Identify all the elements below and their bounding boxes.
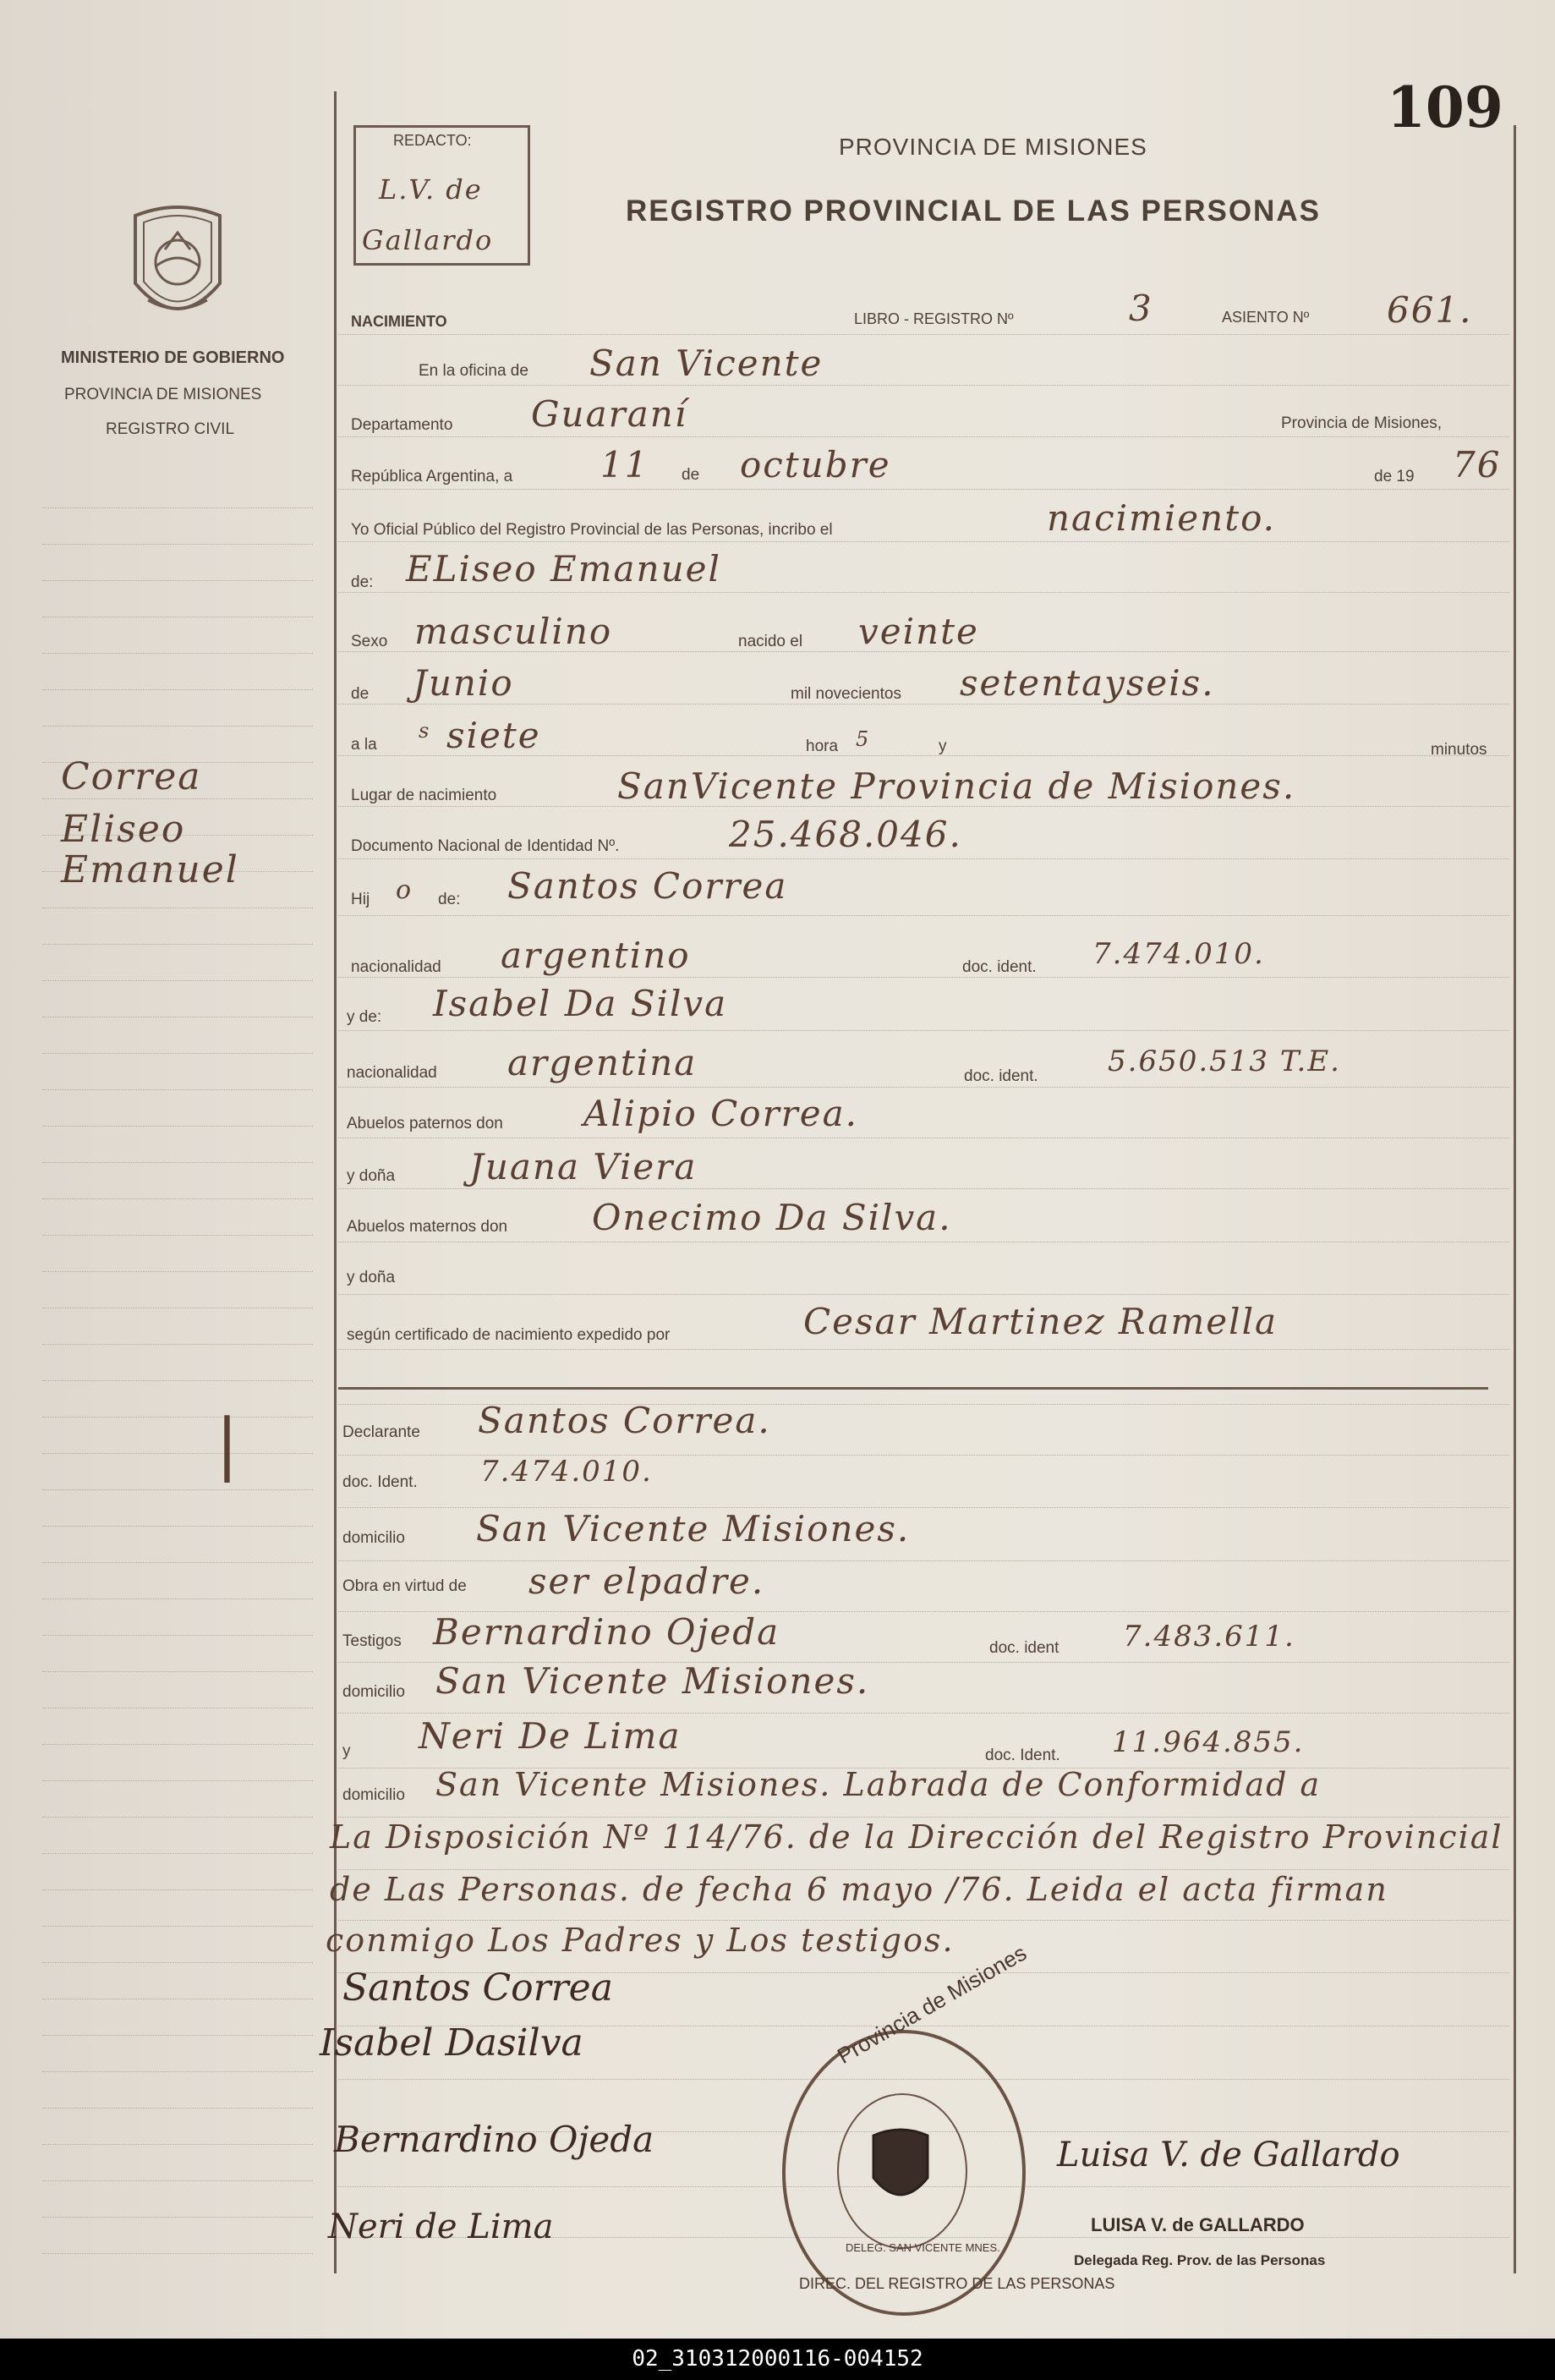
margin-ruled-line xyxy=(42,980,313,981)
margin-ruled-line xyxy=(42,1780,313,1781)
asiento-label: ASIENTO Nº xyxy=(1222,309,1310,326)
abuelos-maternos-value: Onecimo Da Silva. xyxy=(592,1197,952,1238)
margin-ruled-line xyxy=(42,1344,313,1345)
form-right-border xyxy=(1514,125,1516,2273)
day-value: 11 xyxy=(600,444,649,485)
margin-ruled-line xyxy=(42,1853,313,1854)
margin-ruled-line xyxy=(42,944,313,945)
domicilio-2-value: San Vicente Misiones. xyxy=(435,1660,870,1702)
margin-ruled-line xyxy=(42,1744,313,1745)
oficina-value: San Vicente xyxy=(589,343,824,384)
sexo-label: Sexo xyxy=(351,633,388,650)
margin-ruled-line xyxy=(42,1089,313,1090)
abuelos-paternos-value: Alipio Correa. xyxy=(583,1093,858,1134)
form-ruled-line xyxy=(338,1920,1509,1921)
form-ruled-line xyxy=(338,1087,1509,1088)
domicilio-3-label: domicilio xyxy=(342,1786,405,1804)
hora-min: 5 xyxy=(856,727,871,751)
y-2-label: y xyxy=(342,1742,351,1760)
margin-ruled-line xyxy=(42,2217,313,2218)
name-value: ELiseo Emanuel xyxy=(406,548,721,590)
father-value: Santos Correa xyxy=(507,865,788,907)
a-la-s: s xyxy=(419,719,431,743)
inscribe-value: nacimiento. xyxy=(1047,497,1276,539)
abuela-paterna-value: Juana Viera xyxy=(469,1146,698,1187)
margin-ruled-line xyxy=(42,1271,313,1272)
margin-ruled-line xyxy=(42,689,313,690)
abuelos-maternos-label: Abuelos maternos don xyxy=(347,1218,508,1236)
form-ruled-line xyxy=(338,1294,1509,1295)
domicilio-3-value: San Vicente Misiones. Labrada de Conformidad a xyxy=(435,1766,1322,1803)
doc-ident-label: doc. Ident. xyxy=(342,1473,418,1491)
margin-ruled-line xyxy=(42,798,313,799)
header-registry: REGISTRO PROVINCIAL DE LAS PERSONAS xyxy=(626,195,1321,228)
certificado-label: según certificado de nacimiento expedido por xyxy=(347,1326,671,1344)
note-line-3: conmigo Los Padres y Los testigos. xyxy=(326,1922,955,1959)
lugar-label: Lugar de nacimiento xyxy=(351,787,497,804)
margin-ruled-line xyxy=(42,1198,313,1199)
oficial-label: Yo Oficial Público del Registro Provincial de las Personas, incribo el xyxy=(351,521,833,539)
provincia-label: Provincia de Misiones, xyxy=(1281,414,1443,432)
margin-ruled-line xyxy=(42,726,313,727)
margin-ruled-line xyxy=(42,1417,313,1418)
form-ruled-line xyxy=(338,1713,1509,1714)
redacto-line2: Gallardo xyxy=(362,224,494,256)
margin-ruled-line xyxy=(42,2180,313,2181)
header-province: PROVINCIA DE MISIONES xyxy=(839,134,1147,160)
signature-mother: Isabel Dasilva xyxy=(320,2021,583,2065)
birth-year-value: setentayseis. xyxy=(960,662,1215,704)
oficina-label: En la oficina de xyxy=(419,362,528,380)
dni-value: 25.468.046. xyxy=(729,814,962,855)
domicilio-1-label: domicilio xyxy=(342,1529,405,1547)
form-ruled-line xyxy=(338,1349,1509,1350)
margin-ruled-line xyxy=(42,1526,313,1527)
margin-ruled-line xyxy=(42,1962,313,1963)
mother-value: Isabel Da Silva xyxy=(433,983,728,1024)
de-name-label: de: xyxy=(351,573,374,591)
dni-label: Documento Nacional de Identidad Nº. xyxy=(351,837,620,855)
form-ruled-line xyxy=(338,1817,1509,1818)
provincial-emblem-icon xyxy=(118,199,237,334)
hijo-de: de: xyxy=(438,891,461,908)
doc-t1-label: doc. ident xyxy=(989,1639,1059,1657)
margin-ruled-line xyxy=(42,580,313,581)
stamp-outer-text: Provincia de Misiones xyxy=(833,1939,1032,2069)
republica-label: República Argentina, a xyxy=(351,468,513,485)
margin-name-2: Eliseo xyxy=(61,808,186,851)
margin-ruled-line xyxy=(42,2071,313,2072)
asiento-value: 661. xyxy=(1387,289,1473,331)
hora-value: siete xyxy=(446,715,541,756)
margin-ruled-line xyxy=(42,1380,313,1381)
margin-ruled-line xyxy=(42,1817,313,1818)
form-ruled-line xyxy=(338,592,1509,593)
margin-ruled-line xyxy=(42,1053,313,1054)
doc-ident-value: 7.474.010. xyxy=(480,1455,653,1489)
libro-value: 3 xyxy=(1129,288,1153,329)
year-value: 76 xyxy=(1453,444,1502,485)
doc2-label: doc. ident. xyxy=(964,1067,1038,1085)
form-ruled-line xyxy=(338,1030,1509,1031)
form-ruled-line xyxy=(338,436,1509,437)
doc1-label: doc. ident. xyxy=(962,958,1037,976)
minutos-label: minutos xyxy=(1431,741,1487,759)
hora-label: hora xyxy=(806,738,839,755)
de-month-label: de xyxy=(351,685,370,703)
stamp-inner-text: DELEG. SAN VICENTE MNES. xyxy=(846,2241,1000,2254)
official-role: Delegada Reg. Prov. de las Personas xyxy=(1074,2252,1326,2268)
margin-name-1: Correa xyxy=(61,755,202,798)
act-type-label: NACIMIENTO xyxy=(351,313,447,330)
margin-ruled-line xyxy=(42,1162,313,1163)
y-label: y xyxy=(939,738,947,755)
official-name: LUISA V. de GALLARDO xyxy=(1091,2214,1305,2235)
nac2-label: nacionalidad xyxy=(347,1064,437,1082)
doc-t2-label: doc. Ident. xyxy=(985,1747,1060,1764)
month-value: octubre xyxy=(740,444,891,485)
testigo-1-value: Bernardino Ojeda xyxy=(433,1611,780,1653)
margin-name-3: Emanuel xyxy=(61,848,239,891)
form-section-rule xyxy=(338,1387,1488,1390)
margin-ruled-line xyxy=(42,2253,313,2254)
mil-label: mil novecientos xyxy=(791,685,901,703)
sidebar-province: PROVINCIA DE MISIONES xyxy=(64,386,262,403)
form-ruled-line xyxy=(338,385,1509,386)
form-ruled-line xyxy=(338,858,1509,859)
testigo-2-value: Neri De Lima xyxy=(419,1715,682,1757)
margin-ruled-line xyxy=(42,1635,313,1636)
sexo-value: masculino xyxy=(414,611,613,652)
form-ruled-line xyxy=(338,489,1509,490)
margin-ruled-line xyxy=(42,1453,313,1454)
birth-month-value: Junio xyxy=(413,662,514,704)
signature-father: Santos Correa xyxy=(342,1966,613,2010)
doc-t1-value: 7.483.611. xyxy=(1123,1620,1295,1653)
certificado-value: Cesar Martinez Ramella xyxy=(803,1301,1278,1342)
margin-ruled-line xyxy=(42,1889,313,1890)
margin-ruled-line xyxy=(42,2144,313,2145)
form-ruled-line xyxy=(338,977,1509,978)
doc1-value: 7.474.010. xyxy=(1092,937,1265,971)
form-ruled-line xyxy=(338,334,1509,335)
lugar-value: SanVicente Provincia de Misiones. xyxy=(617,765,1296,807)
note-line-2: de Las Personas. de fecha 6 mayo /76. Leida el acta firman xyxy=(330,1871,1388,1908)
signature-official: Luisa V. de Gallardo xyxy=(1057,2136,1400,2174)
redacto-line1: L.V. de xyxy=(379,173,483,206)
margin-ruled-line xyxy=(42,2108,313,2109)
obra-value: ser elpadre. xyxy=(528,1560,765,1602)
margin-ruled-line xyxy=(42,507,313,508)
declarante-label: Declarante xyxy=(342,1423,420,1441)
form-ruled-line xyxy=(338,541,1509,542)
obra-label: Obra en virtud de xyxy=(342,1577,467,1595)
form-ruled-line xyxy=(338,1869,1509,1870)
y-dona-1-label: y doña xyxy=(347,1167,396,1185)
testigos-label: Testigos xyxy=(342,1632,402,1650)
doc2-value: 5.650.513 T.E. xyxy=(1108,1045,1341,1078)
stamp-lower-text: DIREC. DEL REGISTRO DE LAS PERSONAS xyxy=(799,2275,1115,2292)
form-ruled-line xyxy=(338,1560,1509,1561)
de-label: de xyxy=(682,466,700,484)
hijo-label: Hij xyxy=(351,891,370,908)
margin-ruled-line xyxy=(42,1671,313,1672)
declarante-value: Santos Correa. xyxy=(478,1400,771,1441)
sidebar-ministry: MINISTERIO DE GOBIERNO xyxy=(61,348,285,367)
sidebar-civil-registry: REGISTRO CIVIL xyxy=(106,420,235,438)
signature-witness-1: Bernardino Ojeda xyxy=(334,2119,654,2160)
file-id-strip: 02_310312000116-004152 xyxy=(0,2339,1555,2380)
margin-ruled-line xyxy=(42,1562,313,1563)
margin-ruled-line xyxy=(42,1489,313,1490)
margin-ruled-line xyxy=(42,544,313,545)
nacido-value: veinte xyxy=(858,611,979,652)
departamento-label: Departamento xyxy=(351,416,453,434)
a-la-label: a la xyxy=(351,736,377,754)
page-number: 109 xyxy=(1387,74,1503,140)
margin-ruled-line xyxy=(42,1126,313,1127)
stamp-emblem-icon xyxy=(867,2127,934,2207)
note-line-1: La Disposición Nº 114/76. de la Dirección del Registro Provincial xyxy=(330,1818,1503,1856)
y-de-label: y de: xyxy=(347,1008,382,1026)
redacto-label: REDACTO: xyxy=(393,132,472,149)
domicilio-1-value: San Vicente Misiones. xyxy=(476,1508,911,1549)
abuelos-paternos-label: Abuelos paternos don xyxy=(347,1115,503,1132)
signature-witness-2: Neri de Lima xyxy=(328,2207,554,2246)
form-ruled-line xyxy=(338,915,1509,916)
form-ruled-line xyxy=(338,1188,1509,1189)
domicilio-2-label: domicilio xyxy=(342,1683,405,1701)
y-dona-2-label: y doña xyxy=(347,1269,396,1286)
nac2-value: argentina xyxy=(507,1042,698,1083)
margin-ruled-line xyxy=(42,1926,313,1927)
form-ruled-line xyxy=(338,704,1509,705)
libro-label: LIBRO - REGISTRO Nº xyxy=(854,310,1014,327)
doc-t2-value: 11.964.855. xyxy=(1112,1725,1305,1759)
nac1-label: nacionalidad xyxy=(351,958,441,976)
margin-ruled-line xyxy=(42,1235,313,1236)
margin-mark: | xyxy=(216,1404,240,1483)
nacido-label: nacido el xyxy=(738,633,803,650)
departamento-value: Guaraní xyxy=(531,393,688,435)
margin-ruled-line xyxy=(42,653,313,654)
nac1-value: argentino xyxy=(501,935,691,976)
year-prefix: de 19 xyxy=(1374,468,1415,485)
hijo-o: o xyxy=(396,875,413,905)
margin-ruled-line xyxy=(42,2035,313,2036)
